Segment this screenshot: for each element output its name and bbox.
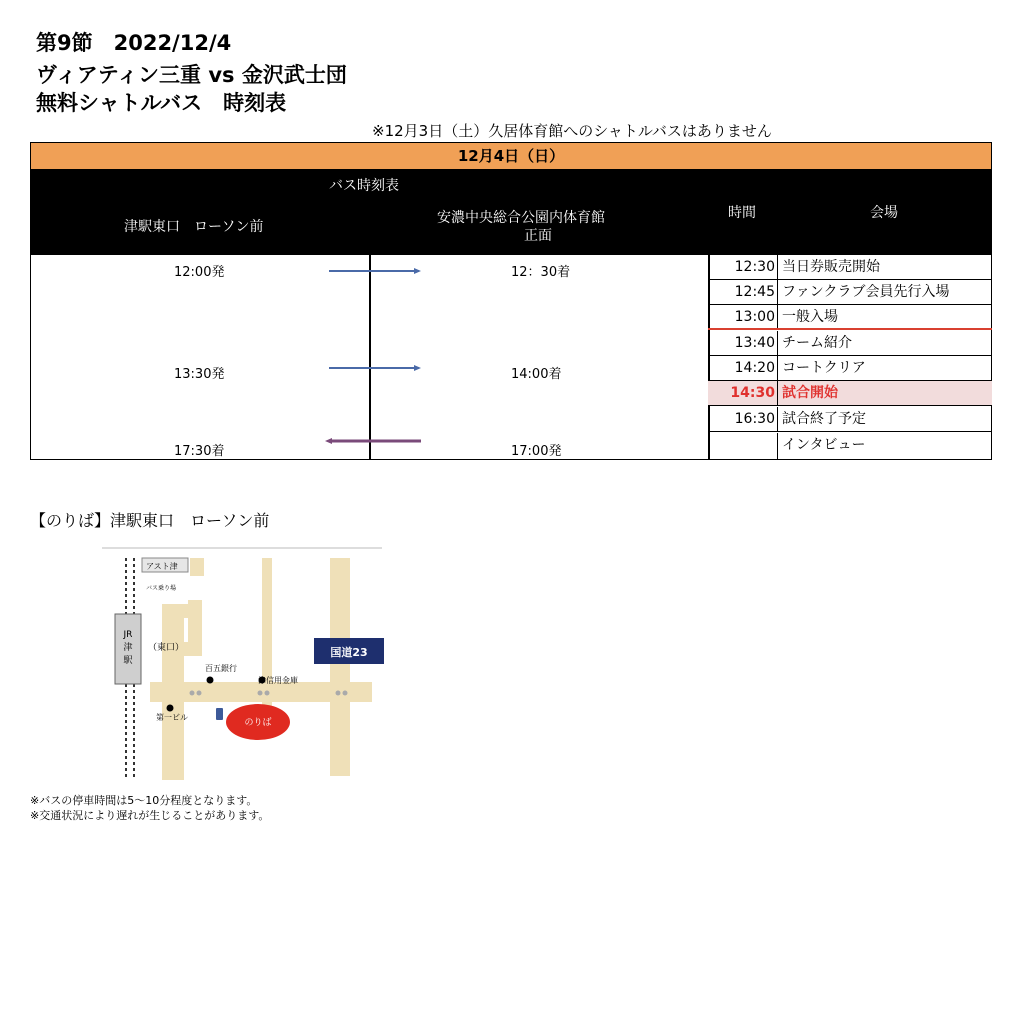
signal	[258, 691, 263, 696]
bus-stop-label: バス乗り場	[146, 585, 177, 592]
bank1-label: 百五銀行	[205, 664, 237, 673]
venue-event-column-header: 会場	[870, 205, 898, 221]
asuto-tsu-label: アスト津	[146, 562, 178, 571]
signal	[197, 691, 202, 696]
signal	[343, 691, 348, 696]
event-time: 13:40	[708, 331, 778, 355]
jr-label: 駅	[123, 656, 133, 666]
event-name: チーム紹介	[782, 335, 852, 351]
venue-column-header-line2: 正面	[524, 228, 552, 244]
event-row	[708, 255, 992, 280]
bus-direction-arrows	[321, 255, 431, 460]
signal	[190, 691, 195, 696]
event-name: インタビュー	[782, 437, 866, 453]
road	[190, 558, 204, 576]
road	[188, 600, 202, 656]
event-row	[708, 433, 992, 459]
event-row	[708, 280, 992, 305]
round-date-title: 第9節 2022/12/4	[36, 31, 232, 55]
boarding-heading: 【のりば】津駅東口 ローソン前	[30, 511, 270, 530]
jr-label: 津	[123, 643, 133, 653]
road	[330, 558, 350, 776]
event-name: 試合終了予定	[782, 411, 866, 427]
event-time: 16:30	[708, 407, 778, 431]
venue-column-header-line1: 安濃中央総合公園内体育館	[437, 210, 605, 226]
bus-timetable-header: バス時刻表	[329, 178, 399, 194]
event-name: ファンクラブ会員先行入場	[782, 284, 950, 300]
bank-marker	[207, 677, 214, 684]
event-row	[708, 305, 992, 330]
arrow-head	[414, 365, 421, 371]
event-time: 13:00	[708, 305, 778, 328]
event-time: 14:30	[708, 381, 778, 405]
east-exit-label: （東口）	[148, 643, 185, 653]
match-title: ヴィアティン三重 vs 金沢武士団	[36, 63, 347, 87]
no-bus-notice: ※12月3日（土）久居体育館へのシャトルバスはありません	[372, 122, 772, 140]
table-header	[31, 169, 991, 255]
footnote: ※バスの停車時間は5～10分程度となります。	[30, 794, 258, 807]
event-time: 14:20	[708, 356, 778, 380]
footnote: ※交通状況により遅れが生じることがあります。	[30, 809, 270, 822]
arrow-head	[325, 438, 332, 444]
building-marker	[167, 705, 174, 712]
event-name: 一般入場	[782, 309, 838, 325]
event-row	[708, 356, 992, 381]
time-column-header: 時間	[728, 205, 756, 221]
signal	[336, 691, 341, 696]
station-column-header: 津駅東口 ローソン前	[124, 219, 264, 235]
schedule-title: 無料シャトルバス 時刻表	[36, 91, 287, 115]
bus-venue-time: 12：30着	[511, 265, 571, 280]
building-label: 第一ビル	[156, 713, 188, 722]
event-row-highlight	[708, 381, 992, 406]
boarding-point-label: のりば	[244, 718, 272, 728]
route-23-label: 国道23	[330, 646, 368, 659]
bus-station-time: 13:30発	[174, 367, 225, 382]
event-time: 12:45	[708, 280, 778, 304]
bus-station-time: 17:30着	[174, 444, 225, 459]
bus-venue-time: 14:00着	[511, 367, 562, 382]
date-band: 12月4日（日）	[31, 143, 991, 170]
access-map	[98, 544, 388, 780]
bus-stop-icon	[216, 708, 223, 720]
bank2-label: 津信用金庫	[258, 676, 298, 685]
event-name: コートクリア	[782, 360, 866, 376]
bus-station-time: 12:00発	[174, 265, 225, 280]
bus-venue-time: 17:00発	[511, 444, 562, 459]
arrow-head	[414, 268, 421, 274]
event-name: 試合開始	[782, 385, 838, 401]
event-time	[708, 433, 778, 459]
schedule-table	[30, 142, 992, 460]
jr-label: JR	[123, 630, 133, 640]
event-row	[708, 331, 992, 356]
event-name: 当日券販売開始	[782, 259, 880, 275]
event-time: 12:30	[708, 255, 778, 279]
signal	[265, 691, 270, 696]
event-row	[708, 407, 992, 432]
